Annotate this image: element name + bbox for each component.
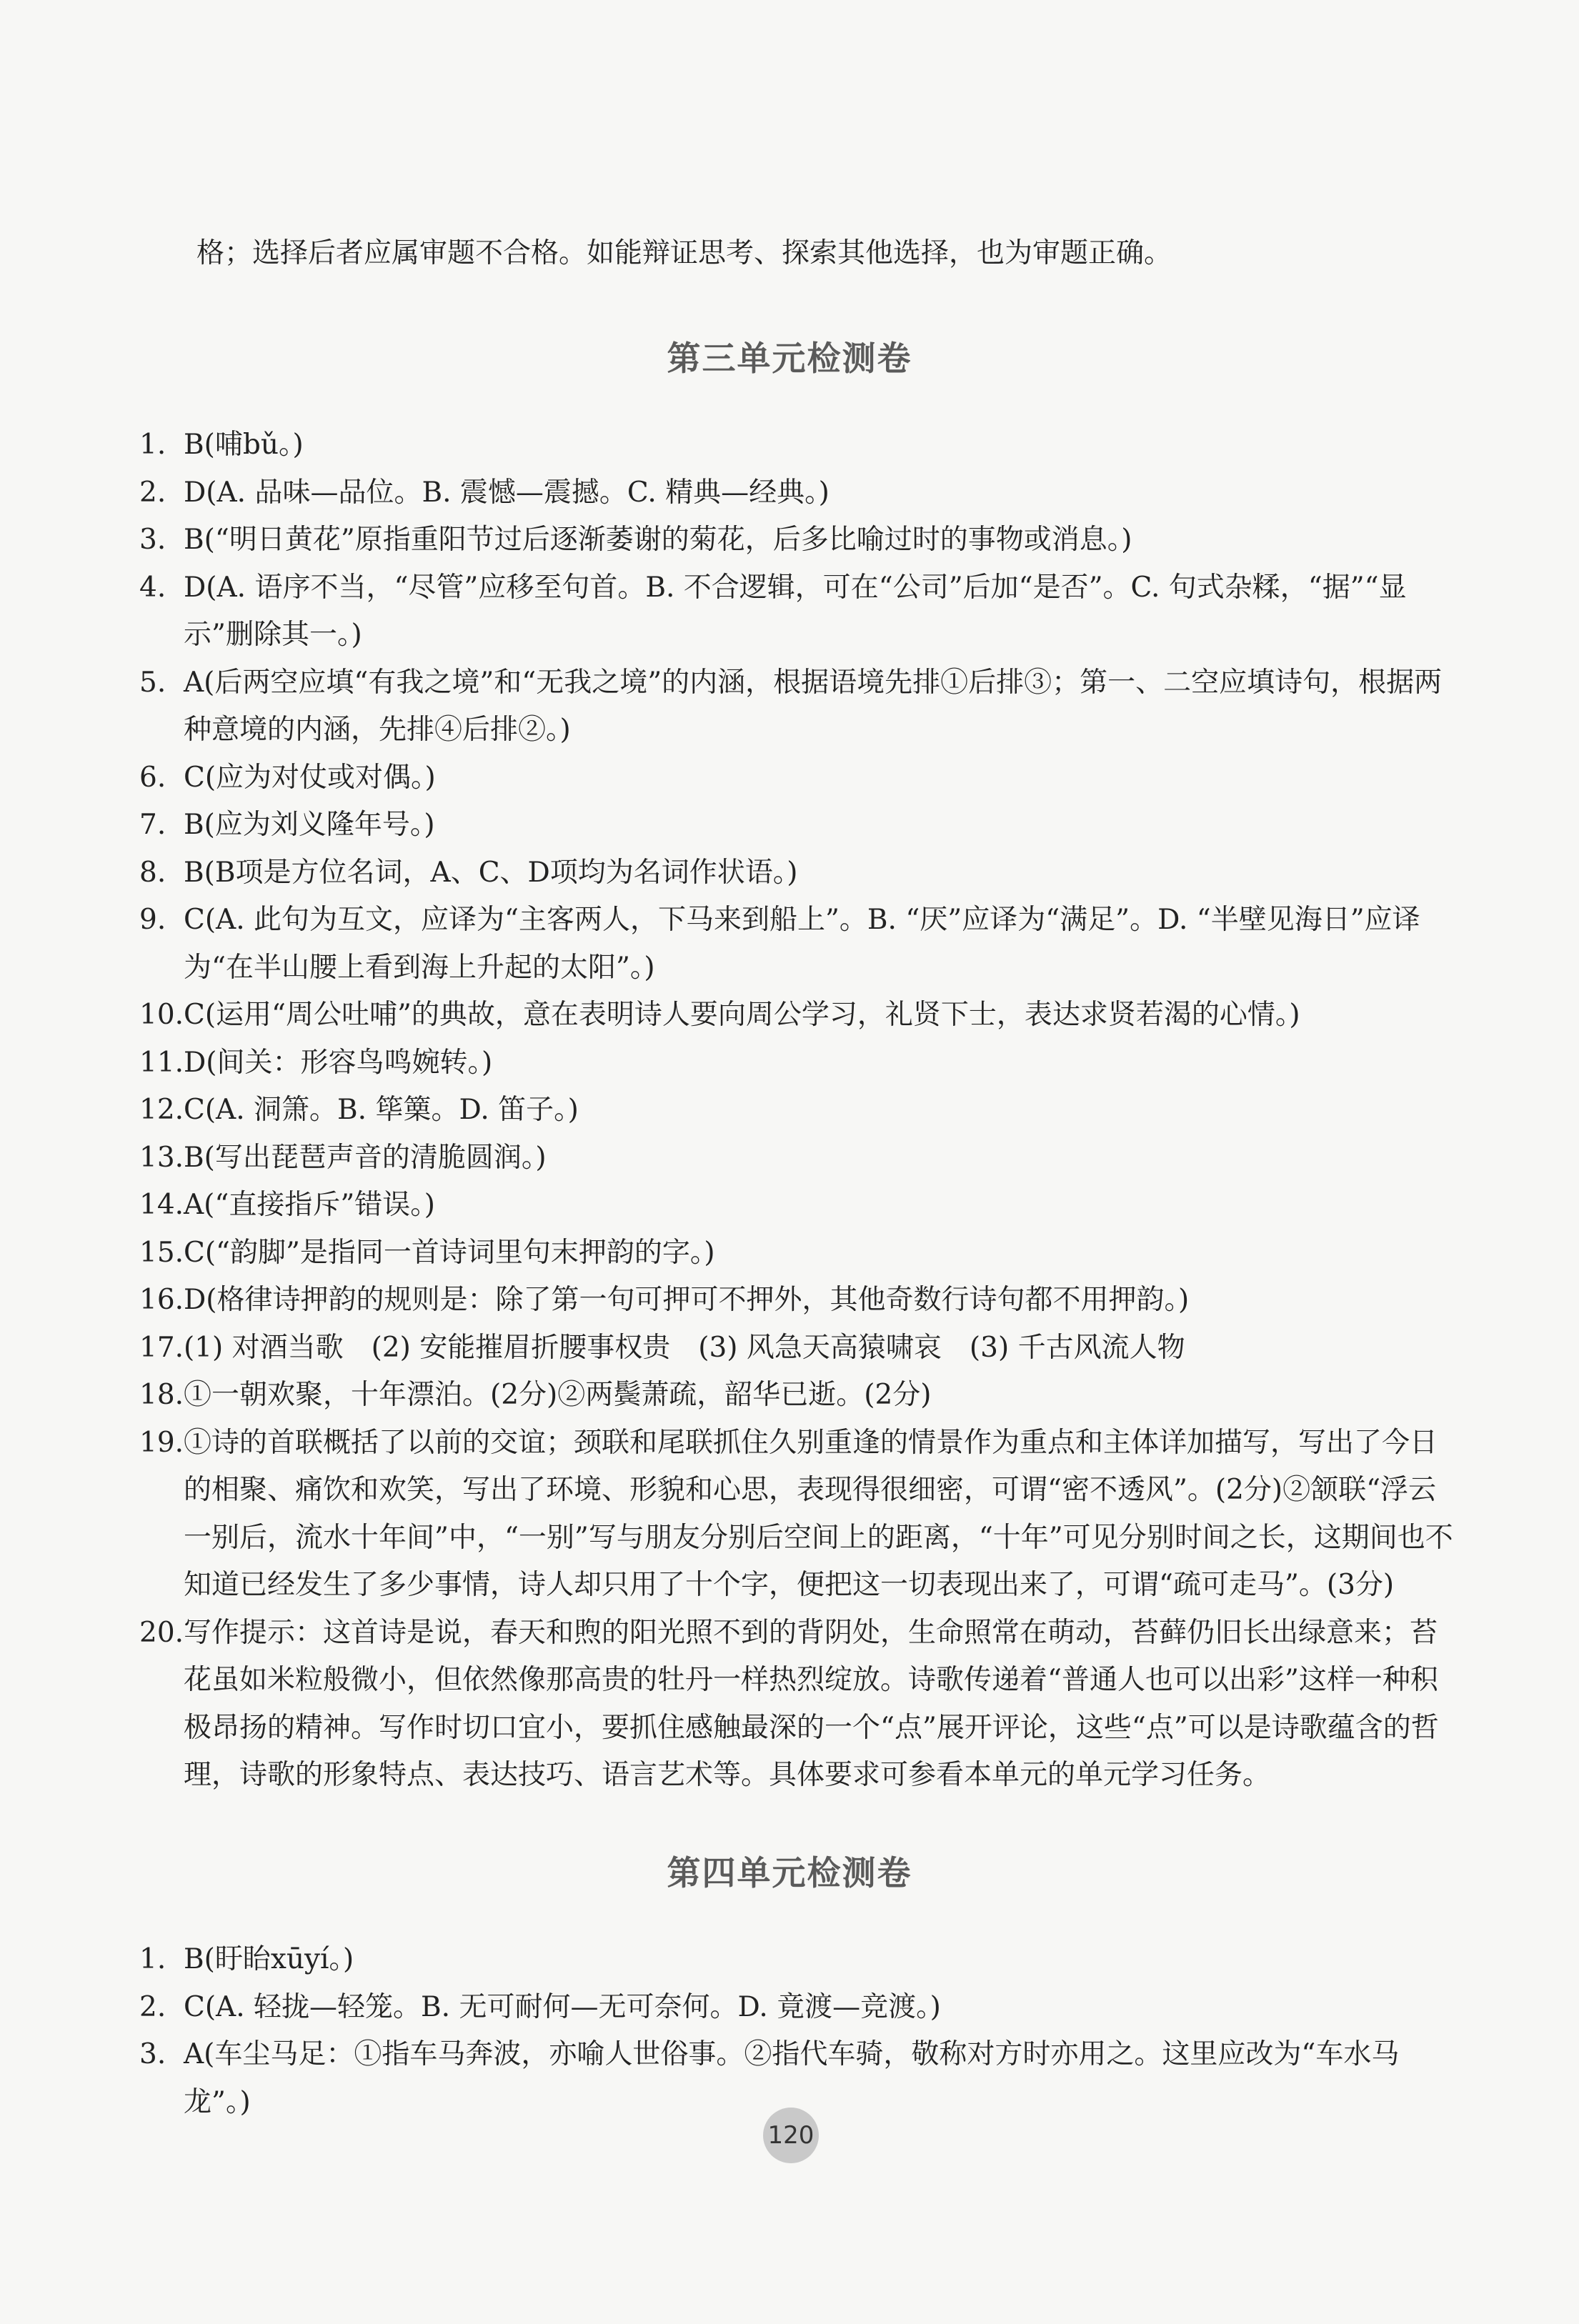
page-number-badge: 120 <box>763 2108 819 2163</box>
answer-number: 16. <box>139 1284 184 1316</box>
answer-text: ①一朝欢聚，十年漂泊。(2分)②两鬓萧疏，韶华已逝。(2分) <box>184 1379 932 1411</box>
answer-item <box>139 422 1461 469</box>
answer-item <box>139 1325 1461 1372</box>
answer-text: B(盱眙xūyí。) <box>184 1943 354 1975</box>
answer-text: B(B项是方位名词，A、C、D项均为名词作状语。) <box>184 856 798 889</box>
answer-item <box>139 849 1461 897</box>
answer-number: 6. <box>139 761 166 794</box>
answer-number: 2. <box>139 1990 166 2023</box>
answer-text: B(写出琵琶声音的清脆圆润。) <box>184 1141 547 1174</box>
answer-number: 2. <box>139 476 166 509</box>
answer-text: B(“明日黄花”原指重阳节过后逐渐萎谢的菊花，后多比喻过时的事物或消息。) <box>184 524 1132 556</box>
answer-item <box>139 1134 1461 1182</box>
answer-item <box>139 564 1461 659</box>
answer-number: 20. <box>139 1616 184 1649</box>
answer-number: 4. <box>139 571 166 604</box>
answer-text: D(A. 语序不当，“尽管”应移至句首。B. 不合逻辑，可在“公司”后加“是否”。C. 句式杂糅，“据”“显示”删除其一。) <box>184 571 1407 651</box>
answer-item <box>139 469 1461 517</box>
answer-item <box>139 802 1461 849</box>
answer-number: 11. <box>139 1046 184 1079</box>
answer-item <box>139 1277 1461 1325</box>
answer-text: A(车尘马足：①指车马奔波，亦喻人世俗事。②指代车骑，敬称对方时亦用之。这里应改为“车水马龙”。) <box>184 2038 1400 2118</box>
answer-text: A(“直接指斥”错误。) <box>184 1189 435 1221</box>
answer-text: C(A. 此句为互文，应译为“主客两人，下马来到船上”。B. “厌”应译为“满足”。D. “半壁见海日”应译为“在半山腰上看到海上升起的太阳”。) <box>184 904 1420 984</box>
answer-text: B(应为刘义隆年号。) <box>184 809 435 841</box>
answer-text: D(格律诗押韵的规则是：除了第一句可押可不押外，其他奇数行诗句都不用押韵。) <box>184 1284 1190 1316</box>
answer-number: 10. <box>139 999 184 1031</box>
answer-text: C(运用“周公吐哺”的典故，意在表明诗人要向周公学习，礼贤下士，表达求贤若渴的心情。) <box>184 999 1300 1031</box>
answer-text: B(哺bǔ。) <box>184 429 304 461</box>
answer-item <box>139 1230 1461 1277</box>
answer-item <box>139 1420 1461 1610</box>
answer-text: D(间关：形容鸟鸣婉转。) <box>184 1046 493 1079</box>
answer-number: 3. <box>139 2038 166 2070</box>
answer-number: 17. <box>139 1331 184 1364</box>
answer-item <box>139 1087 1461 1134</box>
answer-number: 8. <box>139 856 166 889</box>
answer-text: C(“韵脚”是指同一首诗词里句末押韵的字。) <box>184 1236 715 1269</box>
answer-number: 13. <box>139 1141 184 1174</box>
answer-text: ①诗的首联概括了以前的交谊；颈联和尾联抓住久别重逢的情景作为重点和主体详加描写，写出了今日的相聚、痛饮和欢笑，写出了环境、形貌和心思，表现得很细密，可谓“密不透风”。(2分)②颔联“浮云一别后，流水十年间”中，“一别”写与朋友分别后空间上的距离，“十年”可见分别时间之长，这期间也不知道已经发生了多少事情，诗人却只用了十个字，便把这一切表现出来了，可谓“疏可走马”。(3分) <box>184 1426 1453 1601</box>
answer-number: 19. <box>139 1426 184 1459</box>
answer-text: C(A. 洞箫。B. 筚篥。D. 笛子。) <box>184 1094 579 1126</box>
answer-item <box>139 517 1461 564</box>
answer-number: 1. <box>139 1943 166 1975</box>
answer-item <box>139 659 1461 754</box>
answer-list-unit3 <box>139 422 1461 1800</box>
answer-text: 写作提示：这首诗是说，春天和煦的阳光照不到的背阴处，生命照常在萌动，苔藓仍旧长出绿意来；苔花虽如米粒般微小，但依然像那高贵的牡丹一样热烈绽放。诗歌传递着“普通人也可以出彩”这样一种积极昂扬的精神。写作时切口宜小，要抓住感触最深的一个“点”展开评论，这些“点”可以是诗歌蕴含的哲理，诗歌的形象特点、表达技巧、语言艺术等。具体要求可参看本单元的单元学习任务。 <box>184 1616 1439 1791</box>
answer-item <box>139 1039 1461 1087</box>
intro-paragraph: 格；选择后者应属审题不合格。如能辩证思考、探索其他选择，也为审题正确。 <box>196 237 1172 269</box>
answer-number: 18. <box>139 1379 184 1411</box>
answer-item <box>139 754 1461 802</box>
answer-number: 12. <box>139 1094 184 1126</box>
section-title-unit4: 第四单元检测卷 <box>667 1854 912 1893</box>
answer-text: A(后两空应填“有我之境”和“无我之境”的内涵，根据语境先排①后排③；第一、二空应填诗句，根据两种意境的内涵，先排④后排②。) <box>184 666 1443 746</box>
answer-text: (1) 对酒当歌 (2) 安能摧眉折腰事权贵 (3) 风急天高猿啸哀 (3) 千古风流人物 <box>184 1331 1185 1364</box>
answer-text: C(A. 轻拢—轻笼。B. 无可耐何—无可奈何。D. 竟渡—竞渡。) <box>184 1990 941 2023</box>
answer-item <box>139 1936 1461 1984</box>
answer-number: 7. <box>139 809 166 841</box>
answer-item <box>139 1984 1461 2032</box>
answer-number: 9. <box>139 904 166 936</box>
answer-number: 1. <box>139 429 166 461</box>
answer-number: 15. <box>139 1236 184 1269</box>
answer-item <box>139 992 1461 1039</box>
answer-list-unit4 <box>139 1936 1461 2126</box>
section-title-unit3: 第三单元检测卷 <box>667 339 912 379</box>
answer-item <box>139 1182 1461 1230</box>
answer-item <box>139 1372 1461 1420</box>
answer-number: 5. <box>139 666 166 699</box>
answer-number: 3. <box>139 524 166 556</box>
answer-number: 14. <box>139 1189 184 1221</box>
answer-item <box>139 1610 1461 1800</box>
answer-text: C(应为对仗或对偶。) <box>184 761 436 794</box>
answer-item <box>139 897 1461 992</box>
answer-text: D(A. 品味—品位。B. 震憾—震撼。C. 精典—经典。) <box>184 476 830 509</box>
